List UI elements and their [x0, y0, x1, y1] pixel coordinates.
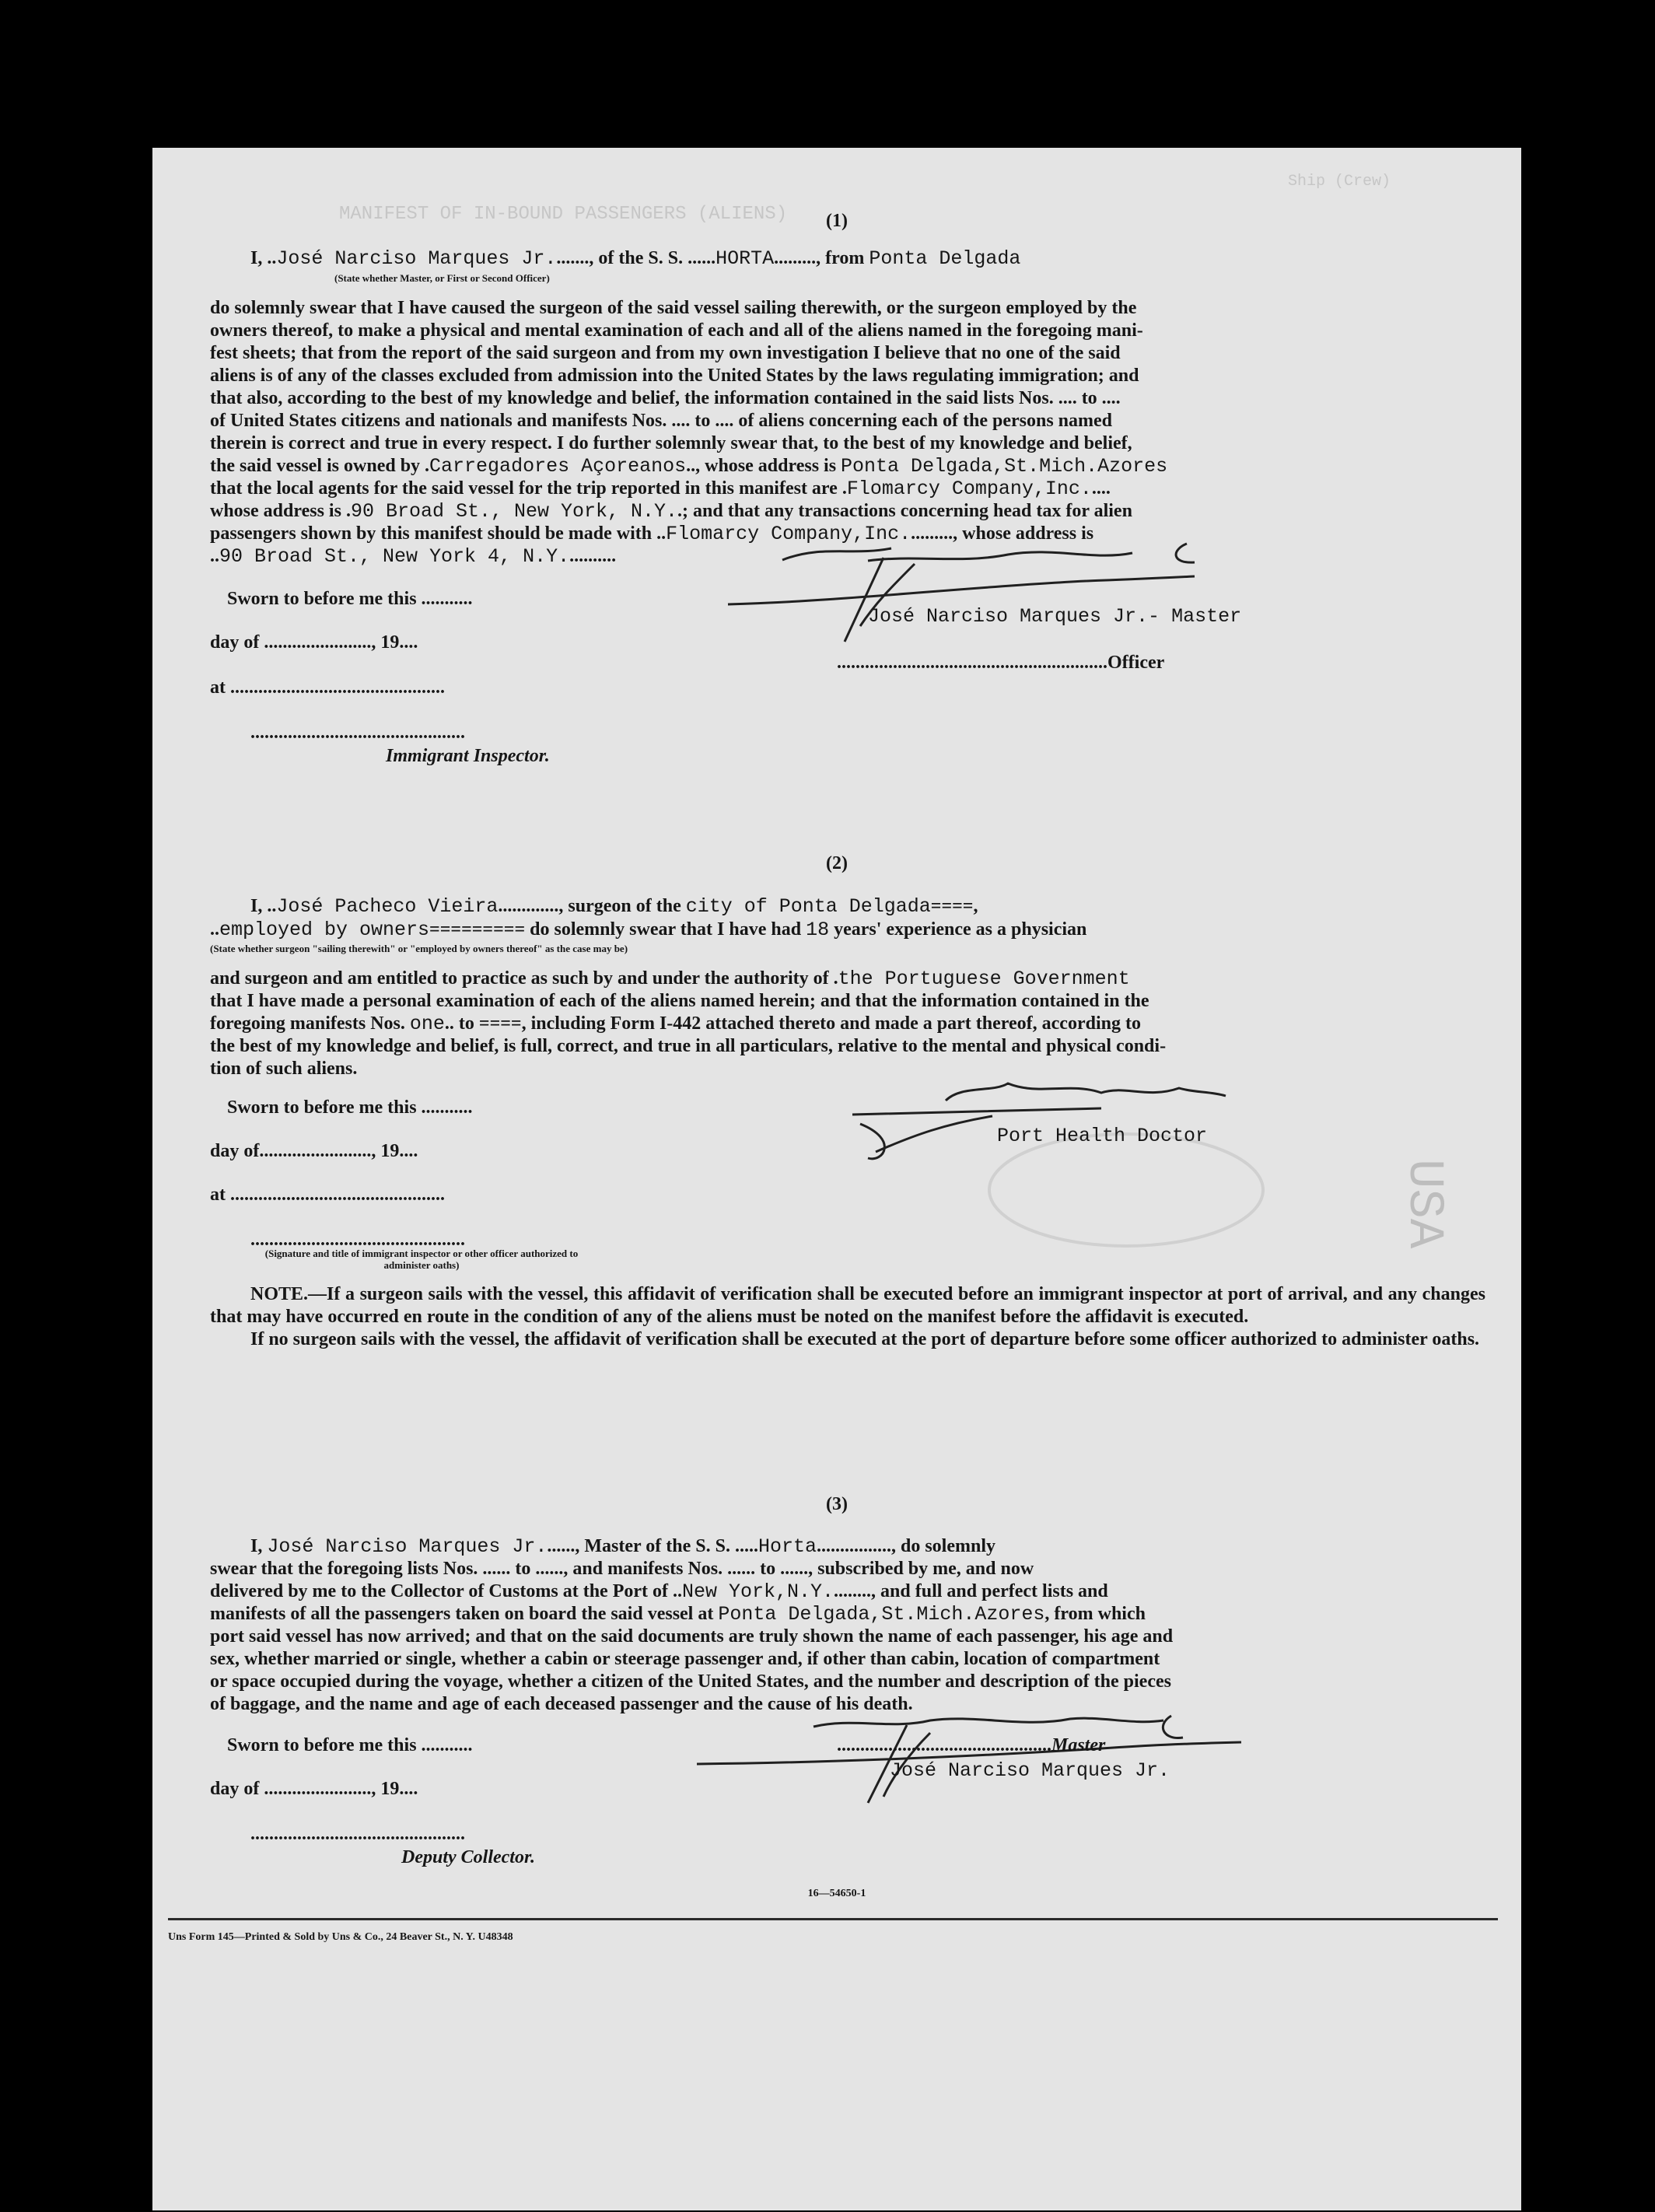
- s2-note: [210, 1283, 1485, 1351]
- s1-day-of: day of ......................., 19....: [210, 632, 418, 653]
- s3-body-line: or space occupied during the voyage, whether a citizen of the United States, and the number and description of the pieces: [210, 1671, 1171, 1692]
- head-tax-address: 90 Broad St., New York 4, N.Y.: [219, 545, 570, 568]
- vessel-owner: Carregadores Açoreanos: [429, 455, 687, 478]
- owner-address: Ponta Delgada,St.Mich.Azores: [841, 455, 1168, 478]
- local-agents: Flomarcy Company,Inc.: [846, 478, 1092, 500]
- s1-dots: ..: [267, 248, 277, 268]
- s1-body-line: therein is correct and true in every respect. I do further solemnly swear that, to the best of my knowledge and belief,: [210, 433, 1132, 453]
- s1-body-line: owners thereof, to make a physical and mental examination of each and all of the aliens named in the foregoing mani-: [210, 320, 1143, 341]
- section-3-number: (3): [826, 1494, 848, 1514]
- ship-name: HORTA: [716, 247, 775, 270]
- s1-body-line: aliens is of any of the classes excluded from admission into the United States by the laws regulating immigration; and: [210, 366, 1139, 386]
- s1-owner-line: the said vessel is owned by .Carregadores Açoreanos.., whose address is Ponta Delgada,St.Mich.Azores: [210, 455, 1168, 478]
- s3-body-line: sex, whether married or single, whether a cabin or steerage passenger and, if other than cabin, location of compartment: [210, 1649, 1160, 1669]
- s2-sworn: Sworn to before me this ...........: [227, 1097, 473, 1118]
- head-tax-agent: Flomarcy Company,Inc.: [666, 523, 911, 545]
- s3-collector-title: Deputy Collector.: [401, 1847, 535, 1867]
- s2-authority-line: and surgeon and am entitled to practice as such by and under the authority of .the Portuguese Government: [210, 968, 1130, 990]
- arrival-port: New York,N.Y.: [681, 1580, 834, 1603]
- s2-intro-line: I, ..José Pacheco Vieira............., surgeon of the city of Ponta Delgada====,: [250, 895, 978, 918]
- authority: the Portuguese Government: [838, 968, 1130, 990]
- header-ghost: MANIFEST OF IN-BOUND PASSENGERS (ALIENS): [339, 204, 788, 225]
- manifest-page: [152, 148, 1521, 2210]
- s2-day-of: day of........................, 19....: [210, 1141, 418, 1161]
- agents-address: 90 Broad St., New York, N.Y.: [350, 500, 678, 523]
- s2-body-line: tion of such aliens.: [210, 1059, 358, 1079]
- s2-manifest-line: foregoing manifests Nos. one.. to ====, including Form I-442 attached thereto and made a part thereof, according to: [210, 1013, 1141, 1035]
- s2-typed-signature: Port Health Doctor: [997, 1125, 1208, 1147]
- s1-body: [210, 297, 1485, 455]
- master-name-3: José Narciso Marques Jr.: [267, 1535, 548, 1558]
- section-2-number: (2): [826, 853, 848, 873]
- s1-body-line: do solemnly swear that I have caused the surgeon of the said vessel sailing therewith, or the surgeon employed by the: [210, 298, 1137, 318]
- s3-departure-line: manifests of all the passengers taken on board the said vessel at Ponta Delgada,St.Mich.Azores, from which: [210, 1603, 1146, 1626]
- departure-port: Ponta Delgada: [869, 247, 1021, 270]
- s3-sworn: Sworn to before me this ...........: [227, 1735, 473, 1755]
- surgeon-of: city of Ponta Delgada: [685, 895, 931, 918]
- s1-inspector-title: Immigrant Inspector.: [386, 746, 550, 766]
- s3-intro-line: I, José Narciso Marques Jr......., Master of the S. S. .....Horta................, do solemnly: [250, 1535, 995, 1558]
- years-experience: 18: [806, 919, 830, 941]
- s1-intro-line: I, ..José Narciso Marques Jr........, of the S. S. ......HORTA........., from Ponta Delgada: [250, 247, 1021, 270]
- s1-at: at ..............................................: [210, 677, 445, 698]
- s1-typed-signature: José Narciso Marques Jr.- Master: [868, 605, 1242, 628]
- s3-line-2: swear that the foregoing lists Nos. ...... to ......, and manifests Nos. ...... to ......, subscribed by me, and now: [210, 1559, 1034, 1579]
- departure-place: Ponta Delgada,St.Mich.Azores: [718, 1603, 1045, 1626]
- s3-day-of: day of ......................., 19....: [210, 1779, 418, 1799]
- surgeon-employment: employed by owners: [219, 919, 430, 941]
- s2-officer-dots: ..............................................: [250, 1230, 465, 1250]
- s1-officer-dots: ..........................................................Officer: [837, 653, 1165, 673]
- s1-sworn: Sworn to before me this ...........: [227, 589, 473, 609]
- s1-body-line: fest sheets; that from the report of the said surgeon and from my own investigation I believe that no one of the said: [210, 343, 1121, 363]
- section-1-number: (1): [826, 211, 848, 231]
- stamp-usa: USA: [1395, 1159, 1451, 1249]
- header-ghost-right: Ship (Crew): [1288, 173, 1391, 191]
- form-number: 16—54650-1: [807, 1888, 866, 1899]
- s2-note-2: If no surgeon sails with the vessel, the affidavit of verification shall be executed at the port of departure before some officer authorized to administer oaths.: [250, 1329, 1480, 1349]
- s1-agents-line: that the local agents for the said vessel for the trip reported in this manifest are .Flomarcy Company,Inc.....: [210, 478, 1111, 500]
- s2-at: at ..............................................: [210, 1185, 445, 1205]
- s3-body-line: of baggage, and the name and age of each deceased passenger and the cause of his death.: [210, 1694, 913, 1714]
- s2-signature-caption: (Signature and title of immigrant inspector or other officer authorized to administer oaths): [264, 1248, 579, 1271]
- s1-body-line: of United States citizens and nationals and manifests Nos. .... to .... of aliens concerning each of the persons named: [210, 411, 1113, 431]
- ship-name-3: Horta: [758, 1535, 817, 1558]
- s1-head-tax-address-line: ..90 Broad St., New York 4, N.Y...........: [210, 545, 617, 568]
- surgeon-name: José Pacheco Vieira: [276, 895, 499, 918]
- s2-note-1: NOTE.—If a surgeon sails with the vessel, this affidavit of verification shall be executed before an immigrant inspector at port of arrival, and any changes that may have occurred en route in the condition of any of the aliens must be noted on the manifest before the affidavit is executed.: [210, 1284, 1485, 1327]
- s1-inspector-dots: ..............................................: [250, 723, 465, 743]
- s3-collector-dots: ..............................................: [250, 1824, 465, 1844]
- s2-body-line: the best of my knowledge and belief, is full, correct, and true in all particulars, relative to the mental and physical condi-: [210, 1036, 1167, 1056]
- s3-body-line: port said vessel has now arrived; and that on the said documents are truly shown the name of each passenger, his age and: [210, 1626, 1174, 1647]
- s3-master-dots: ..............................................Master: [837, 1735, 1106, 1755]
- s3-typed-signature: José Narciso Marques Jr.: [890, 1759, 1170, 1782]
- manifest-from: one: [409, 1013, 445, 1035]
- s1-state-note: (State whether Master, or First or Second Officer): [334, 272, 550, 284]
- s1-body-line: that also, according to the best of my knowledge and belief, the information contained in the said lists Nos. .... to ....: [210, 388, 1121, 408]
- s2-body-line: that I have made a personal examination of each of the aliens named herein; and that the information contained in the: [210, 991, 1149, 1011]
- footer-rule: [168, 1918, 1498, 1920]
- s3-port-line: delivered by me to the Collector of Customs at the Port of ..New York,N.Y........., and full and perfect lists and: [210, 1580, 1108, 1603]
- s1-agents-address-line: whose address is .90 Broad St., New York, N.Y..; and that any transactions concerning head tax for alien: [210, 500, 1132, 523]
- s1-head-tax-line: passengers shown by this manifest should be made with ..Flomarcy Company,Inc.........., whose address is: [210, 523, 1094, 545]
- s2-employment-line: ..employed by owners========= do solemnly swear that I have had 18 years' experience as a physician: [210, 919, 1087, 941]
- s2-state-note: (State whether surgeon "sailing therewith" or "employed by owners thereof" as the case may be): [210, 943, 628, 954]
- master-signature-1: [728, 541, 1428, 665]
- master-name: José Narciso Marques Jr.: [276, 247, 557, 270]
- printer-line: Uns Form 145—Printed & Sold by Uns & Co., 24 Beaver St., N. Y. U48348: [168, 1931, 513, 1943]
